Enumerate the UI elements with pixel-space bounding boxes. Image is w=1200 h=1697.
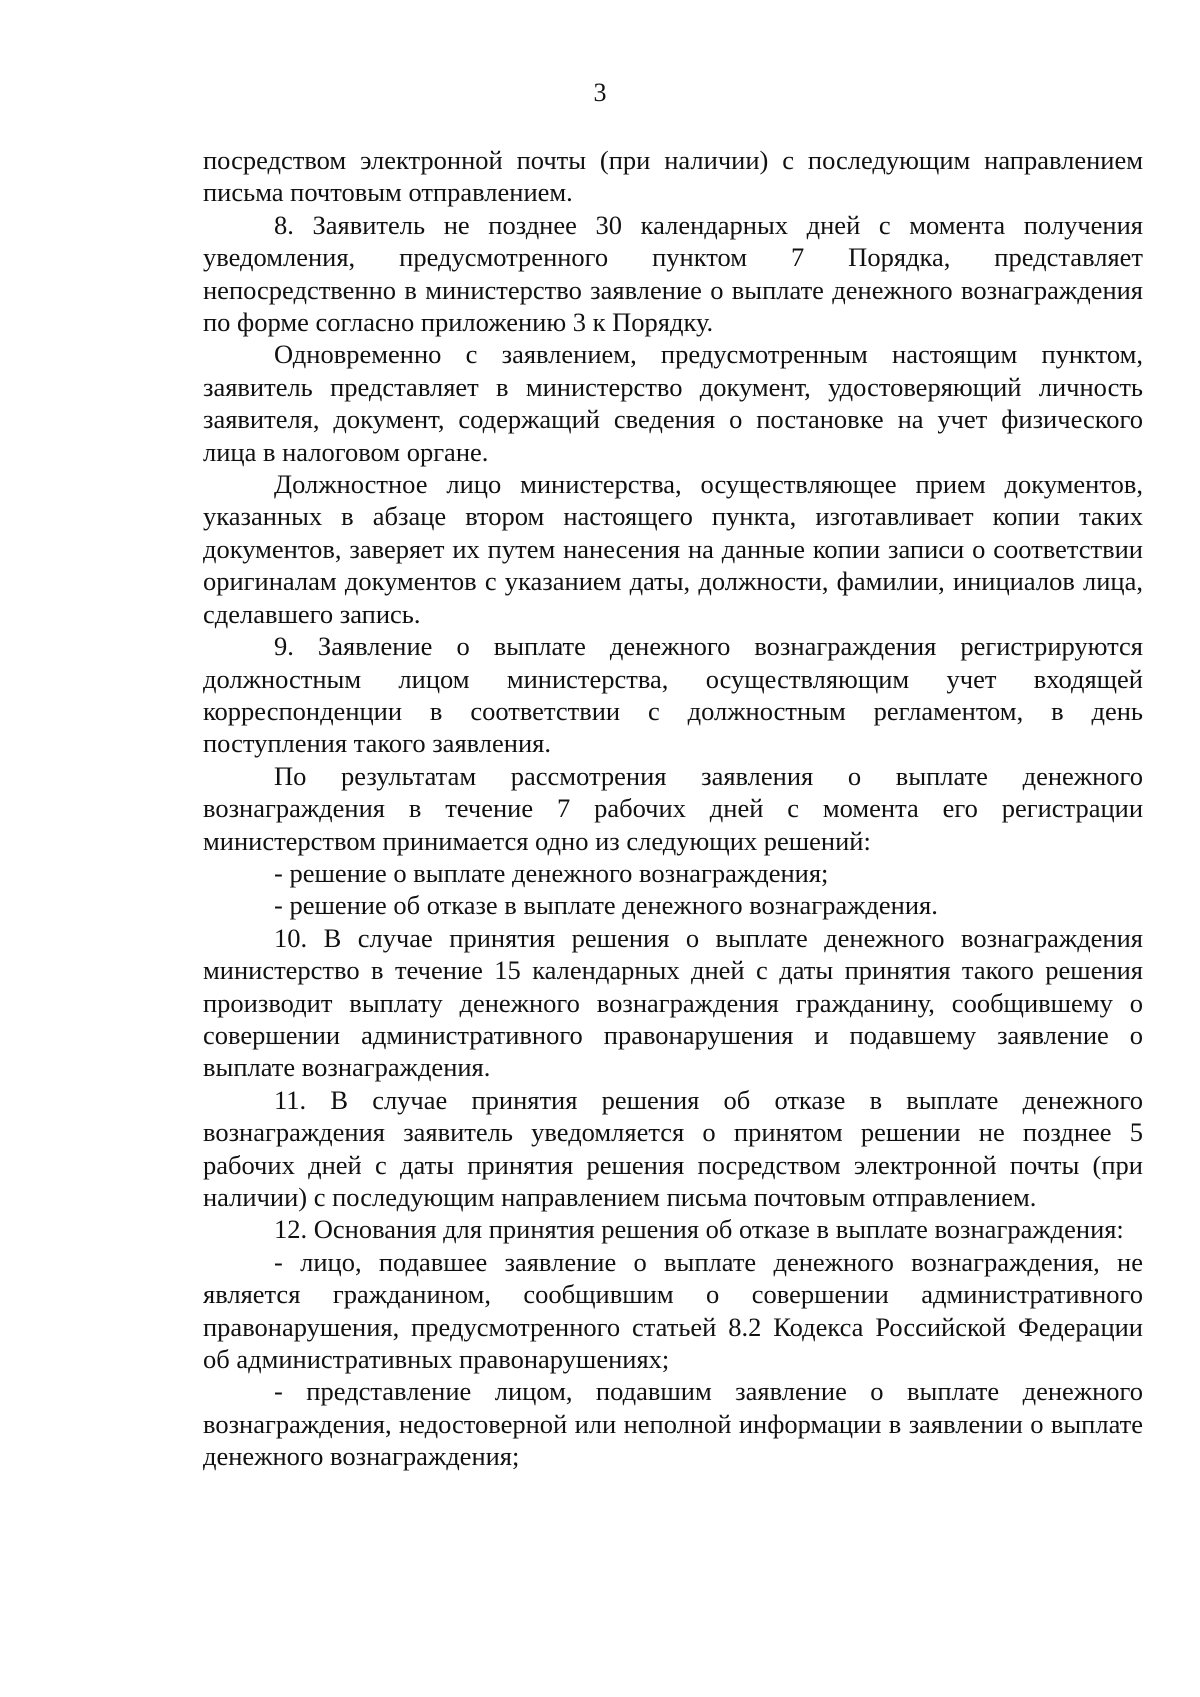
paragraph-item-10: 10. В случае принятия решения о выплате денежного вознаграждения министерство в течение 15 календарных дней с даты принятия такого решения производит выплату денежного вознаграждения гражданину, сообщившему о совершении административного правонарушения и подавшему заявление о выплате вознаграждения. bbox=[203, 922, 1143, 1083]
list-item-ground-false-info: - представление лицом, подавшим заявление о выплате денежного вознаграждения, недостоверной или неполной информации в заявлении о выплате денежного вознаграждения; bbox=[203, 1376, 1143, 1472]
list-item-decision-refuse: - решение об отказе в выплате денежного вознаграждения. bbox=[274, 890, 938, 921]
paragraph-continuation: посредством электронной почты (при наличии) с последующим направлением письма почтовым отправлением. bbox=[203, 145, 1143, 208]
page-number: 3 bbox=[593, 78, 607, 107]
paragraph-item-9: 9. Заявление о выплате денежного вознаграждения регистрируются должностным лицом министерства, осуществляющим учет входящей корреспонденции в соответствии с должностным регламентом, в день поступления такого заявления. bbox=[203, 631, 1143, 759]
paragraph-item-12: 12. Основания для принятия решения об отказе в выплате вознаграждения: bbox=[274, 1214, 1124, 1245]
paragraph-simultaneous-documents: Одновременно с заявлением, предусмотренным настоящим пунктом, заявитель представляет в министерство документ, удостоверяющий личность заявителя, документ, содержащий сведения о постановке на учет физического лица в налоговом органе. bbox=[203, 339, 1143, 467]
paragraph-item-8: 8. Заявитель не позднее 30 календарных дней с момента получения уведомления, предусмотренного пунктом 7 Порядка, представляет непосредственно в министерство заявление о выплате денежного вознаграждения по форме согласно приложению 3 к Порядку. bbox=[203, 209, 1143, 338]
paragraph-official-copies: Должностное лицо министерства, осуществляющее прием документов, указанных в абзаце втором настоящего пункта, изготавливает копии таких документов, заверяет их путем нанесения на данные копии записи о соответствии оригиналам документов с указанием даты, должности, фамилии, инициалов лица, сделавшего запись. bbox=[203, 469, 1143, 629]
list-item-ground-not-citizen: - лицо, подавшее заявление о выплате денежного вознаграждения, не является гражданином, сообщившим о совершении административного правонарушения, предусмотренного статьей 8.2 Кодекса Российской Федерации об административных правонарушениях; bbox=[203, 1246, 1143, 1375]
document-body bbox=[203, 144, 1143, 1473]
paragraph-review-results: По результатам рассмотрения заявления о выплате денежного вознаграждения в течение 7 рабочих дней с момента его регистрации министерством принимается одно из следующих решений: bbox=[203, 760, 1143, 856]
paragraph-item-11: 11. В случае принятия решения об отказе в выплате денежного вознаграждения заявитель уведомляется о принятом решении не позднее 5 рабочих дней с даты принятия решения посредством электронной почты (при наличии) с последующим направлением письма почтовым отправлением. bbox=[203, 1084, 1143, 1212]
list-item-decision-pay: - решение о выплате денежного вознаграждения; bbox=[274, 857, 829, 888]
